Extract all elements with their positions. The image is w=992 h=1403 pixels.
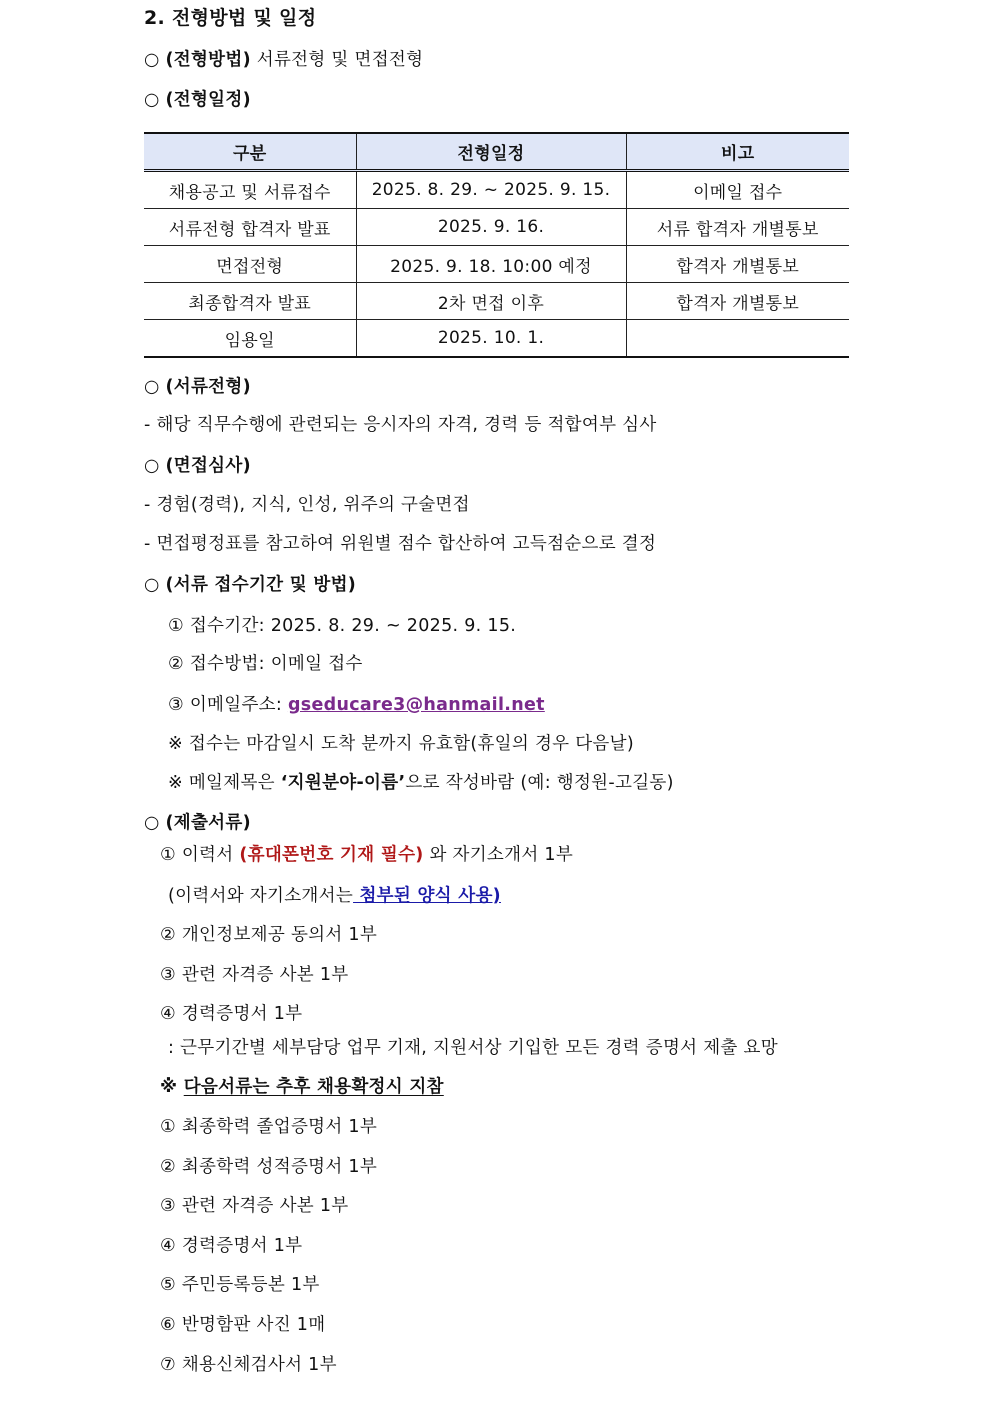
doc-screening-heading [144, 375, 251, 399]
list-item: ⑤ 주민등록등본 1부 [160, 1275, 320, 1295]
cell-remarks: 합격자 개별통보 [626, 246, 849, 283]
method-label: (전형방법) [165, 50, 251, 70]
bullet-circle: ○ [144, 575, 160, 595]
cell-remarks: 이메일 접수 [626, 171, 849, 209]
table-header-row [144, 133, 849, 171]
bullet-circle: ○ [144, 90, 160, 110]
note-prefix: ※ 메일제목은 [168, 773, 281, 793]
email-prefix: ③ 이메일주소: [168, 695, 288, 715]
item1-note-form: 첨부된 양식 사용) [353, 886, 501, 906]
item1-note-prefix: (이력서와 자기소개서는 [168, 886, 354, 906]
cell-remarks: 서류 합격자 개별통보 [626, 209, 849, 246]
document-item-1 [160, 843, 573, 867]
email-link[interactable]: gseducare3@hanmail.net [287, 695, 545, 715]
bullet-circle: ○ [144, 50, 160, 70]
cell-remarks: 합격자 개별통보 [626, 283, 849, 320]
cell-schedule: 2차 면접 이후 [356, 283, 626, 320]
table-row [144, 320, 849, 358]
schedule-label: (전형일정) [165, 90, 251, 110]
cell-category: 채용공고 및 서류접수 [144, 171, 356, 209]
submission-label: (서류 접수기간 및 방법) [165, 575, 357, 595]
item1-required-note: (휴대폰번호 기재 필수) [239, 845, 424, 865]
cell-schedule: 2025. 9. 16. [356, 209, 626, 246]
list-item: ② 최종학력 성적증명서 1부 [160, 1157, 378, 1177]
interview-item: - 경험(경력), 지식, 인성, 위주의 구술면접 [144, 495, 470, 515]
doc-screening-item: - 해당 직무수행에 관련되는 응시자의 자격, 경력 등 적합여부 심사 [144, 415, 657, 435]
interview-item: - 면접평정표를 참고하여 위원별 점수 합산하여 고득점순으로 결정 [144, 534, 657, 554]
later-docs-title: 다음서류는 추후 채용확정시 지참 [183, 1077, 444, 1097]
header-remarks: 비고 [626, 133, 849, 171]
note-suffix: 으로 작성바람 (예: 행정원-고길동) [405, 773, 674, 793]
item1-prefix: ① 이력서 [160, 845, 240, 865]
header-schedule: 전형일정 [356, 133, 626, 171]
later-docs-mark: ※ [160, 1077, 184, 1097]
schedule-heading [144, 88, 251, 112]
list-item: ⑦ 채용신체검사서 1부 [160, 1355, 337, 1375]
section-title: 2. 전형방법 및 일정 [144, 7, 317, 29]
bullet-circle: ○ [144, 456, 160, 476]
table-row [144, 209, 849, 246]
submission-period: ① 접수기간: 2025. 8. 29. ~ 2025. 9. 15. [168, 616, 517, 636]
documents-heading [144, 811, 251, 835]
document-item-3: ③ 관련 자격증 사본 1부 [160, 965, 349, 985]
document-item-2: ② 개인정보제공 동의서 1부 [160, 925, 378, 945]
interview-heading [144, 454, 251, 478]
list-item: ③ 관련 자격증 사본 1부 [160, 1196, 349, 1216]
cell-schedule: 2025. 10. 1. [356, 320, 626, 358]
cell-schedule: 2025. 8. 29. ~ 2025. 9. 15. [356, 171, 626, 209]
table-row [144, 171, 849, 209]
bullet-circle: ○ [144, 377, 160, 397]
submission-heading [144, 573, 356, 597]
document-item-4-note: : 근무기간별 세부담당 업무 기재, 지원서상 기입한 모든 경력 증명서 제출 요망 [168, 1038, 778, 1058]
submission-note-deadline: ※ 접수는 마감일시 도착 분까지 유효함(휴일의 경우 다음날) [168, 734, 634, 754]
header-category: 구분 [144, 133, 356, 171]
cell-remarks [626, 320, 849, 358]
table-row [144, 283, 849, 320]
document-item-4: ④ 경력증명서 1부 [160, 1004, 303, 1024]
document-item-1-note [168, 884, 501, 908]
cell-category: 최종합격자 발표 [144, 283, 356, 320]
submission-email-line [168, 693, 545, 717]
interview-label: (면접심사) [165, 456, 251, 476]
table-row [144, 246, 849, 283]
list-item: ① 최종학력 졸업증명서 1부 [160, 1117, 378, 1137]
cell-category: 서류전형 합격자 발표 [144, 209, 356, 246]
documents-label: (제출서류) [165, 813, 251, 833]
cell-category: 임용일 [144, 320, 356, 358]
submission-note-subject [168, 771, 674, 795]
list-item: ⑥ 반명함판 사진 1매 [160, 1315, 326, 1335]
bullet-circle: ○ [144, 813, 160, 833]
note-bold: ‘지원분야-이름’ [280, 773, 406, 793]
method-line [144, 48, 423, 72]
item1-suffix: 와 자기소개서 1부 [423, 845, 574, 865]
schedule-table [144, 132, 849, 358]
submission-method: ② 접수방법: 이메일 접수 [168, 654, 363, 674]
cell-category: 면접전형 [144, 246, 356, 283]
list-item: ④ 경력증명서 1부 [160, 1236, 303, 1256]
cell-schedule: 2025. 9. 18. 10:00 예정 [356, 246, 626, 283]
doc-screening-label: (서류전형) [165, 377, 251, 397]
later-docs-heading [160, 1075, 444, 1099]
method-text: 서류전형 및 면접전형 [250, 50, 424, 70]
